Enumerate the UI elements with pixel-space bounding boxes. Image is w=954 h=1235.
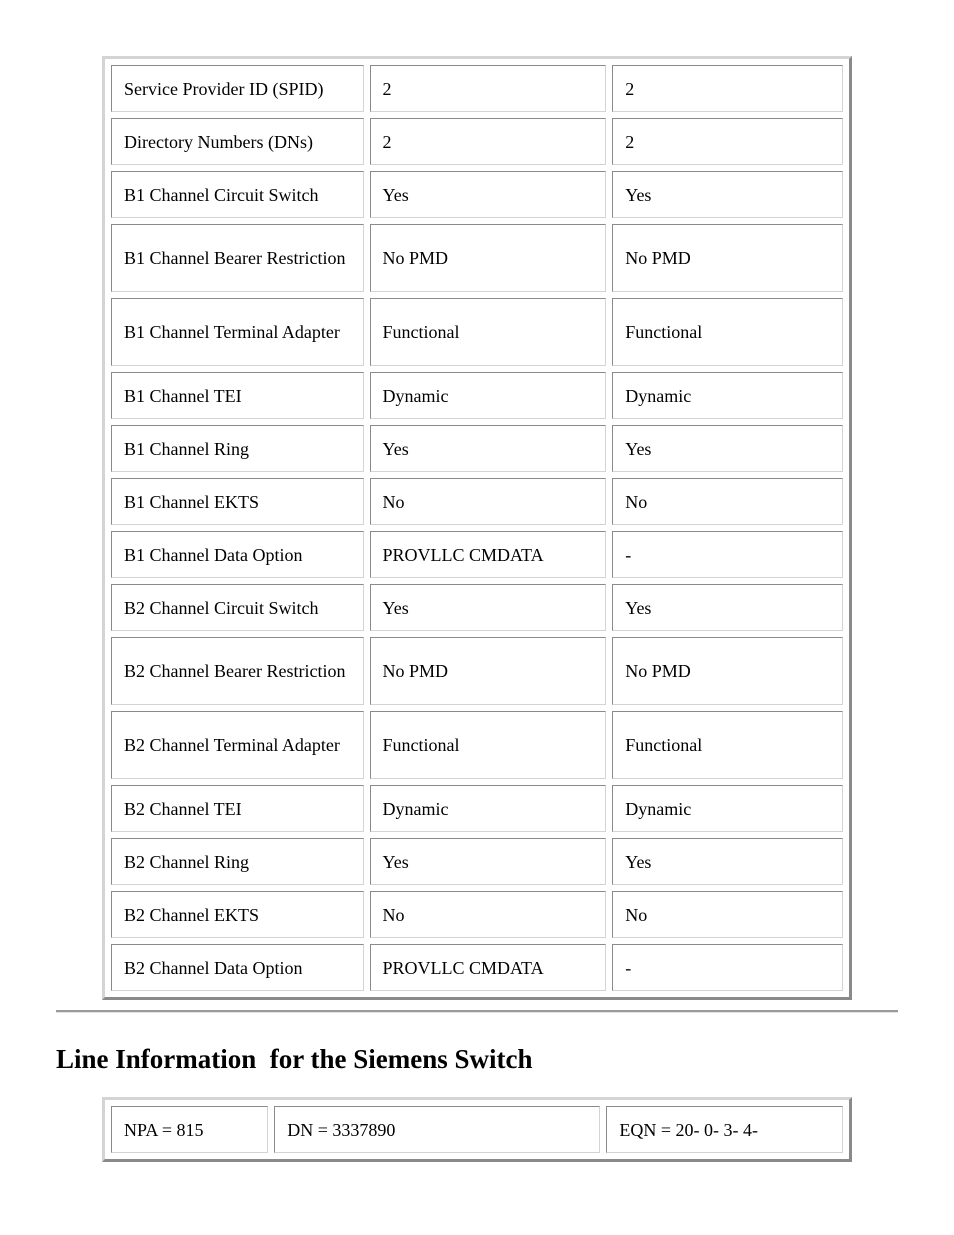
- setting-label-cell: B2 Channel Data Option: [111, 944, 364, 991]
- setting-label-cell: B1 Channel Circuit Switch: [111, 171, 364, 218]
- value-cell: No: [612, 891, 843, 938]
- table-row: [111, 118, 843, 165]
- value-cell: 2: [612, 118, 843, 165]
- table-row: [111, 785, 843, 832]
- setting-label-cell: B1 Channel Terminal Adapter: [111, 298, 364, 366]
- value-cell: No: [370, 478, 607, 525]
- setting-label-cell: B2 Channel Terminal Adapter: [111, 711, 364, 779]
- value-cell: Yes: [370, 584, 607, 631]
- value-cell: Yes: [370, 838, 607, 885]
- line-information-table: [102, 1097, 852, 1162]
- setting-label-cell: B2 Channel Ring: [111, 838, 364, 885]
- setting-label-cell: B1 Channel TEI: [111, 372, 364, 419]
- npa-cell: NPA = 815: [111, 1106, 268, 1153]
- setting-label-cell: B2 Channel EKTS: [111, 891, 364, 938]
- table-row: [111, 298, 843, 366]
- table-row: [111, 944, 843, 991]
- value-cell: No PMD: [612, 637, 843, 705]
- table-row: [111, 711, 843, 779]
- setting-label-cell: B1 Channel EKTS: [111, 478, 364, 525]
- value-cell: No: [370, 891, 607, 938]
- value-cell: Functional: [370, 298, 607, 366]
- setting-label-cell: B1 Channel Bearer Restriction: [111, 224, 364, 292]
- table-row: [111, 65, 843, 112]
- value-cell: Yes: [612, 171, 843, 218]
- table-row: [111, 425, 843, 472]
- value-cell: Yes: [370, 425, 607, 472]
- setting-label-cell: B1 Channel Ring: [111, 425, 364, 472]
- value-cell: Yes: [612, 584, 843, 631]
- value-cell: Yes: [612, 838, 843, 885]
- table-row: [111, 584, 843, 631]
- value-cell: Yes: [612, 425, 843, 472]
- eqn-cell: EQN = 20- 0- 3- 4-: [606, 1106, 843, 1153]
- line-information-heading: Line Information for the Siemens Switch: [56, 1044, 533, 1074]
- value-cell: No PMD: [370, 224, 607, 292]
- setting-label-cell: B2 Channel TEI: [111, 785, 364, 832]
- table-row: [111, 891, 843, 938]
- value-cell: Dynamic: [370, 785, 607, 832]
- value-cell: Functional: [612, 298, 843, 366]
- setting-label-cell: B1 Channel Data Option: [111, 531, 364, 578]
- horizontal-rule: [56, 1010, 898, 1013]
- value-cell: No: [612, 478, 843, 525]
- value-cell: PROVLLC CMDATA: [370, 944, 607, 991]
- value-cell: No PMD: [370, 637, 607, 705]
- switch-config-table-body: [111, 65, 843, 991]
- table-row: [111, 637, 843, 705]
- table-row: [111, 224, 843, 292]
- setting-label-cell: Directory Numbers (DNs): [111, 118, 364, 165]
- value-cell: Dynamic: [612, 785, 843, 832]
- value-cell: -: [612, 944, 843, 991]
- table-row: [111, 531, 843, 578]
- table-row: [111, 372, 843, 419]
- table-row: [111, 171, 843, 218]
- value-cell: Functional: [370, 711, 607, 779]
- value-cell: Yes: [370, 171, 607, 218]
- setting-label-cell: B2 Channel Bearer Restriction: [111, 637, 364, 705]
- table-row: [111, 478, 843, 525]
- line-information-row: [111, 1106, 843, 1153]
- value-cell: Dynamic: [612, 372, 843, 419]
- value-cell: 2: [370, 118, 607, 165]
- value-cell: Functional: [612, 711, 843, 779]
- setting-label-cell: Service Provider ID (SPID): [111, 65, 364, 112]
- value-cell: -: [612, 531, 843, 578]
- dn-cell: DN = 3337890: [274, 1106, 600, 1153]
- value-cell: 2: [612, 65, 843, 112]
- switch-config-table: [102, 56, 852, 1000]
- value-cell: 2: [370, 65, 607, 112]
- table-row: [111, 838, 843, 885]
- value-cell: PROVLLC CMDATA: [370, 531, 607, 578]
- setting-label-cell: B2 Channel Circuit Switch: [111, 584, 364, 631]
- value-cell: No PMD: [612, 224, 843, 292]
- value-cell: Dynamic: [370, 372, 607, 419]
